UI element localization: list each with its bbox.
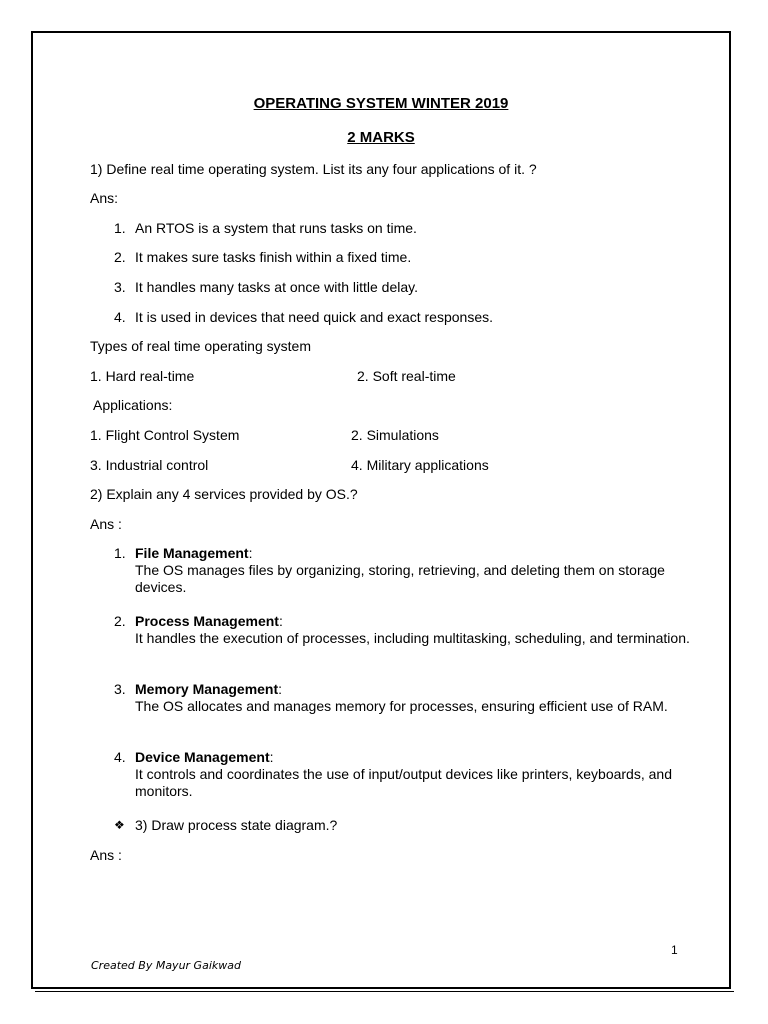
- service-colon: :: [278, 681, 283, 697]
- service-name: Process Management: [135, 613, 279, 629]
- list-number: 1.: [114, 220, 126, 236]
- service-item: [135, 681, 695, 715]
- application-item: 2. Simulations: [351, 427, 439, 443]
- list-item: It is used in devices that need quick and exact responses.: [135, 309, 493, 325]
- application-item: 3. Industrial control: [90, 457, 209, 473]
- service-description: It controls and coordinates the use of input/output devices like printers, keyboards, and monitors.: [135, 766, 672, 799]
- list-number: 3.: [114, 279, 126, 295]
- list-number: 4.: [114, 309, 126, 325]
- type-item: 1. Hard real-time: [90, 368, 195, 384]
- service-name: Device Management: [135, 749, 270, 765]
- list-item: It makes sure tasks finish within a fixed time.: [135, 249, 412, 265]
- list-number: 3.: [114, 681, 126, 697]
- applications-heading: Applications:: [93, 397, 173, 413]
- list-item: An RTOS is a system that runs tasks on time.: [135, 220, 417, 236]
- service-colon: :: [278, 613, 283, 629]
- service-colon: :: [269, 749, 274, 765]
- application-item: 4. Military applications: [351, 457, 489, 473]
- service-item: [135, 613, 695, 647]
- question-3: 3) Draw process state diagram.?: [135, 817, 338, 833]
- document-page: [31, 31, 731, 989]
- footer-author: Created By Mayur Gaikwad: [91, 959, 241, 972]
- question-2: 2) Explain any 4 services provided by OS.?: [90, 486, 358, 502]
- service-name: Memory Management: [135, 681, 279, 697]
- service-description: It handles the execution of processes, including multitasking, scheduling, and termination.: [135, 630, 690, 646]
- answer-2-label: Ans :: [90, 516, 122, 532]
- service-item: [135, 545, 695, 596]
- service-colon: :: [248, 545, 253, 561]
- service-description: The OS allocates and manages memory for processes, ensuring efficient use of RAM.: [135, 698, 668, 714]
- document-title: OPERATING SYSTEM WINTER 2019: [253, 95, 509, 112]
- type-item: 2. Soft real-time: [357, 368, 456, 384]
- list-number: 2.: [114, 613, 126, 629]
- list-number: 1.: [114, 545, 126, 561]
- service-name: File Management: [135, 545, 249, 561]
- question-1: 1) Define real time operating system. List its any four applications of it. ?: [90, 161, 537, 177]
- diamond-bullet-icon: ❖: [114, 818, 125, 832]
- document-subtitle: 2 MARKS: [347, 129, 415, 146]
- types-heading: Types of real time operating system: [90, 338, 311, 354]
- list-number: 4.: [114, 749, 126, 765]
- service-description: The OS manages files by organizing, storing, retrieving, and deleting them on storage devices.: [135, 562, 665, 595]
- list-number: 2.: [114, 249, 126, 265]
- answer-1-label: Ans:: [90, 190, 119, 206]
- page-number: 1: [671, 943, 678, 957]
- answer-3-label: Ans :: [90, 847, 122, 863]
- application-item: 1. Flight Control System: [90, 427, 240, 443]
- list-item: It handles many tasks at once with little delay.: [135, 279, 418, 295]
- service-item: [135, 749, 695, 800]
